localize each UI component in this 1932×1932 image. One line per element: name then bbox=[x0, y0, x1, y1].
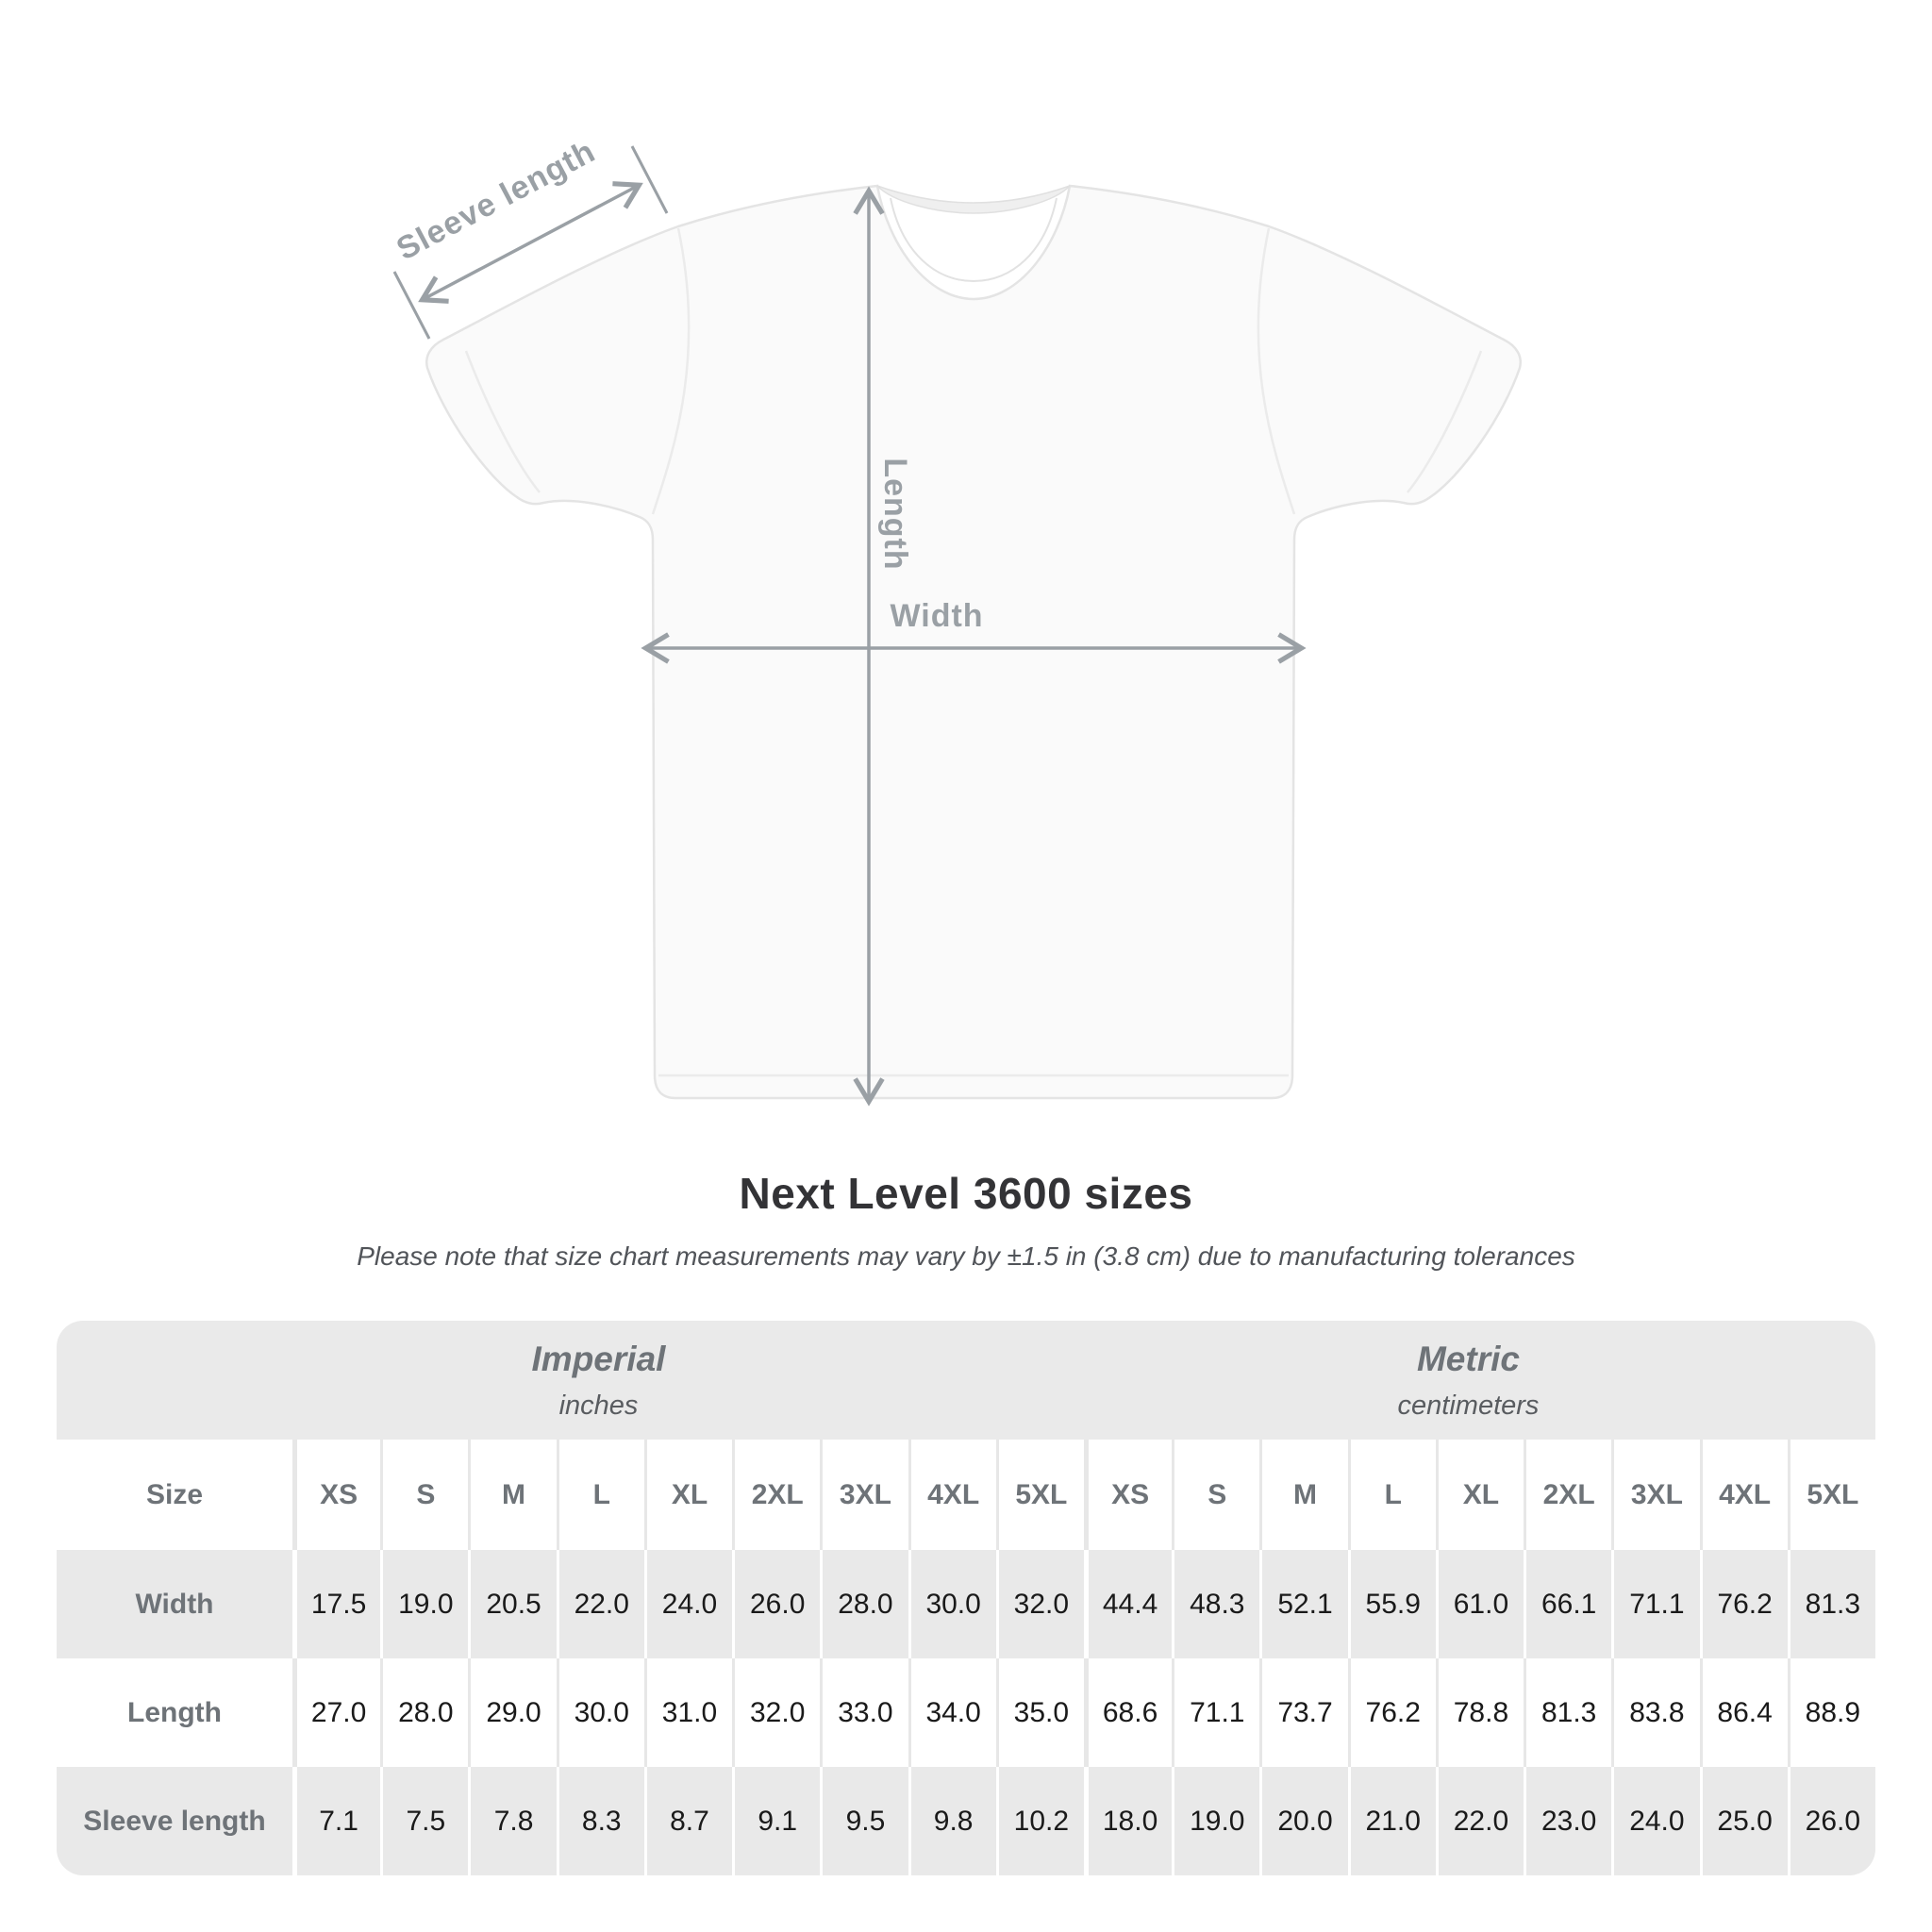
cell-sleeve-length-cm-3xl: 24.0 bbox=[1611, 1767, 1699, 1875]
cell-length-in-xl: 31.0 bbox=[644, 1658, 732, 1767]
cell-length-cm-s: 71.1 bbox=[1172, 1658, 1259, 1767]
cell-width-in-3xl: 28.0 bbox=[820, 1550, 908, 1658]
width-label: Width bbox=[890, 598, 984, 634]
cell-length-in-4xl: 34.0 bbox=[908, 1658, 996, 1767]
cell-width-cm-xs: 44.4 bbox=[1084, 1550, 1172, 1658]
cell-length-cm-xl: 78.8 bbox=[1436, 1658, 1524, 1767]
cell-width-cm-5xl: 81.3 bbox=[1788, 1550, 1875, 1658]
width-row bbox=[57, 1550, 1875, 1658]
width-row-label: Width bbox=[135, 1588, 214, 1620]
cell-sleeve-length-in-xl: 8.7 bbox=[644, 1767, 732, 1875]
sleeve-length-tick-end bbox=[632, 146, 667, 213]
size-header-imperial-s: S bbox=[380, 1440, 468, 1550]
cell-length-in-2xl: 32.0 bbox=[732, 1658, 820, 1767]
size-header-imperial-xl: XL bbox=[644, 1440, 732, 1550]
cell-sleeve-length-cm-2xl: 23.0 bbox=[1524, 1767, 1611, 1875]
size-header-metric-xs: XS bbox=[1084, 1440, 1172, 1550]
cell-length-in-l: 30.0 bbox=[557, 1658, 644, 1767]
imperial-label: Imperial bbox=[531, 1339, 666, 1378]
size-header-metric-m: M bbox=[1259, 1440, 1347, 1550]
size-header-metric-xl: XL bbox=[1436, 1440, 1524, 1550]
cell-sleeve-length-cm-m: 20.0 bbox=[1259, 1767, 1347, 1875]
tshirt-collar-back bbox=[877, 186, 1070, 213]
metric-section-header bbox=[1084, 1321, 1875, 1440]
cell-width-cm-xl: 61.0 bbox=[1436, 1550, 1524, 1658]
cell-width-in-4xl: 30.0 bbox=[908, 1550, 996, 1658]
size-header-row bbox=[57, 1440, 1875, 1550]
size-chart-table-container bbox=[57, 1321, 1875, 1875]
size-header-imperial-5xl: 5XL bbox=[996, 1440, 1084, 1550]
cell-sleeve-length-cm-xl: 22.0 bbox=[1436, 1767, 1524, 1875]
sleeve-length-row bbox=[57, 1767, 1875, 1875]
size-column-header: Size bbox=[145, 1478, 204, 1510]
sleeve-length-row-label: Sleeve length bbox=[83, 1805, 266, 1837]
cell-width-in-xs: 17.5 bbox=[292, 1550, 380, 1658]
cell-length-cm-xs: 68.6 bbox=[1084, 1658, 1172, 1767]
size-header-metric-l: L bbox=[1348, 1440, 1436, 1550]
size-chart-table bbox=[57, 1321, 1875, 1875]
cell-sleeve-length-cm-s: 19.0 bbox=[1172, 1767, 1259, 1875]
cell-sleeve-length-in-4xl: 9.8 bbox=[908, 1767, 996, 1875]
cell-sleeve-length-in-xs: 7.1 bbox=[292, 1767, 380, 1875]
size-header-metric-3xl: 3XL bbox=[1611, 1440, 1699, 1550]
cell-length-cm-5xl: 88.9 bbox=[1788, 1658, 1875, 1767]
sleeve-length-tick-start bbox=[394, 272, 429, 339]
cell-length-in-m: 29.0 bbox=[468, 1658, 556, 1767]
cell-sleeve-length-cm-xs: 18.0 bbox=[1084, 1767, 1172, 1875]
cell-length-cm-3xl: 83.8 bbox=[1611, 1658, 1699, 1767]
cell-length-in-xs: 27.0 bbox=[292, 1658, 380, 1767]
cell-sleeve-length-in-3xl: 9.5 bbox=[820, 1767, 908, 1875]
metric-unit-label: centimeters bbox=[1397, 1390, 1540, 1421]
cell-width-cm-s: 48.3 bbox=[1172, 1550, 1259, 1658]
cell-width-in-s: 19.0 bbox=[380, 1550, 468, 1658]
cell-length-in-3xl: 33.0 bbox=[820, 1658, 908, 1767]
cell-width-cm-l: 55.9 bbox=[1348, 1550, 1436, 1658]
size-header-imperial-l: L bbox=[557, 1440, 644, 1550]
page-title: Next Level 3600 sizes bbox=[739, 1169, 1193, 1218]
imperial-unit-label: inches bbox=[558, 1390, 639, 1421]
size-header-metric-s: S bbox=[1172, 1440, 1259, 1550]
cell-sleeve-length-cm-4xl: 25.0 bbox=[1700, 1767, 1788, 1875]
size-header-metric-4xl: 4XL bbox=[1700, 1440, 1788, 1550]
tshirt-body bbox=[426, 186, 1521, 1098]
cell-sleeve-length-cm-5xl: 26.0 bbox=[1788, 1767, 1875, 1875]
units-header-row bbox=[57, 1321, 1875, 1440]
cell-sleeve-length-in-5xl: 10.2 bbox=[996, 1767, 1084, 1875]
size-header-metric-5xl: 5XL bbox=[1788, 1440, 1875, 1550]
cell-sleeve-length-in-s: 7.5 bbox=[380, 1767, 468, 1875]
sleeve-length-label: Sleeve length bbox=[391, 133, 602, 268]
cell-sleeve-length-in-2xl: 9.1 bbox=[732, 1767, 820, 1875]
length-row bbox=[57, 1658, 1875, 1767]
cell-width-in-xl: 24.0 bbox=[644, 1550, 732, 1658]
cell-length-cm-2xl: 81.3 bbox=[1524, 1658, 1611, 1767]
size-header-metric-2xl: 2XL bbox=[1524, 1440, 1611, 1550]
cell-sleeve-length-in-m: 7.8 bbox=[468, 1767, 556, 1875]
cell-sleeve-length-in-l: 8.3 bbox=[557, 1767, 644, 1875]
cell-length-cm-4xl: 86.4 bbox=[1700, 1658, 1788, 1767]
cell-width-in-m: 20.5 bbox=[468, 1550, 556, 1658]
length-label: Length bbox=[877, 458, 913, 571]
cell-length-cm-l: 76.2 bbox=[1348, 1658, 1436, 1767]
tolerance-note: Please note that size chart measurements may vary by ±1.5 in (3.8 cm) due to manufacturing tolerances bbox=[357, 1241, 1575, 1271]
cell-width-cm-4xl: 76.2 bbox=[1700, 1550, 1788, 1658]
cell-width-in-l: 22.0 bbox=[557, 1550, 644, 1658]
size-header-imperial-4xl: 4XL bbox=[908, 1440, 996, 1550]
size-header-imperial-2xl: 2XL bbox=[732, 1440, 820, 1550]
cell-width-cm-m: 52.1 bbox=[1259, 1550, 1347, 1658]
length-row-label: Length bbox=[127, 1696, 222, 1728]
imperial-section-header bbox=[57, 1321, 1084, 1440]
metric-label: Metric bbox=[1416, 1339, 1520, 1378]
cell-sleeve-length-cm-l: 21.0 bbox=[1348, 1767, 1436, 1875]
size-header-imperial-3xl: 3XL bbox=[820, 1440, 908, 1550]
cell-width-in-2xl: 26.0 bbox=[732, 1550, 820, 1658]
size-header-imperial-xs: XS bbox=[292, 1440, 380, 1550]
size-header-imperial-m: M bbox=[468, 1440, 556, 1550]
cell-length-in-s: 28.0 bbox=[380, 1658, 468, 1767]
cell-length-cm-m: 73.7 bbox=[1259, 1658, 1347, 1767]
cell-length-in-5xl: 35.0 bbox=[996, 1658, 1084, 1767]
cell-width-cm-3xl: 71.1 bbox=[1611, 1550, 1699, 1658]
cell-width-in-5xl: 32.0 bbox=[996, 1550, 1084, 1658]
cell-width-cm-2xl: 66.1 bbox=[1524, 1550, 1611, 1658]
